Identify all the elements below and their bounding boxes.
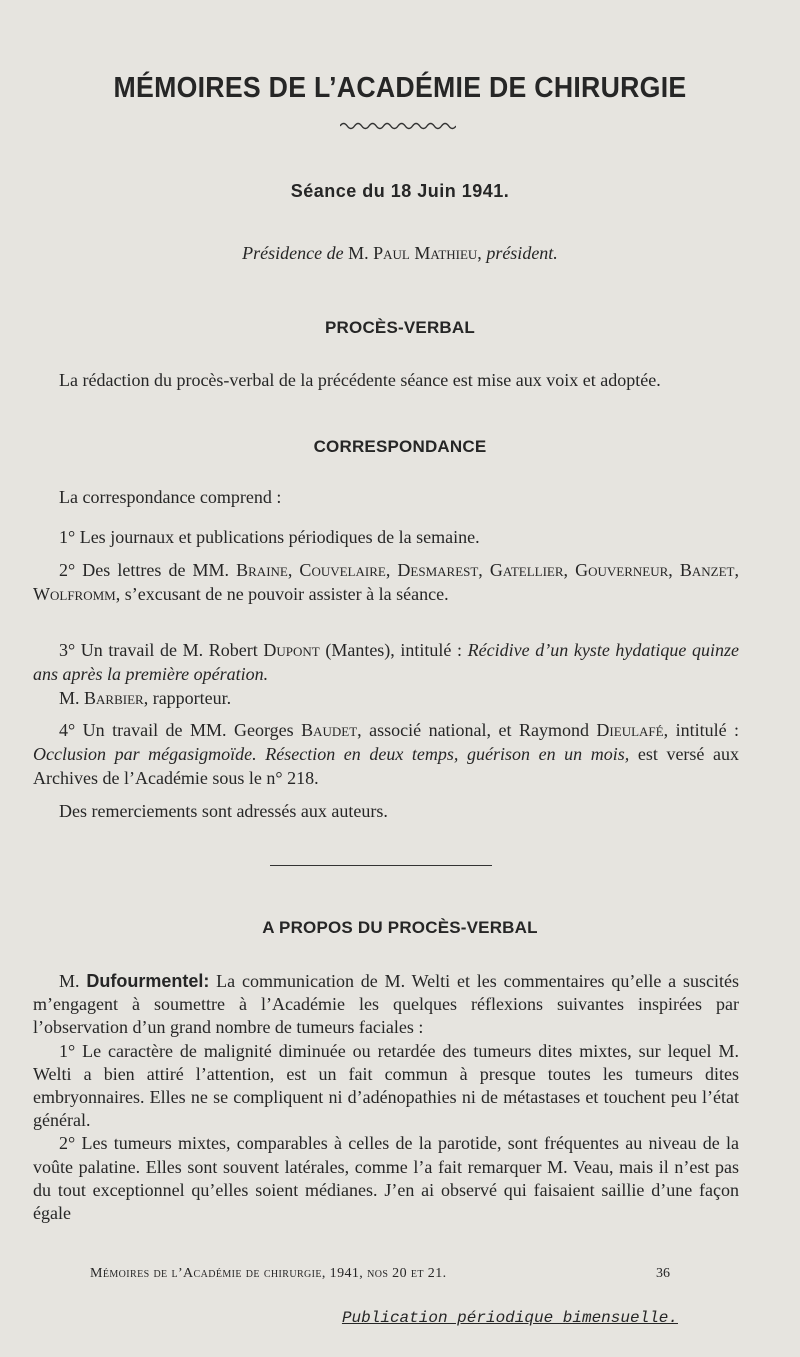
rapporteur-role: rapporteur. (152, 688, 232, 708)
item-3-author: Dupont (263, 640, 320, 660)
correspondance-intro: La correspondance comprend : (59, 487, 282, 507)
presidency-m: M. (348, 243, 369, 263)
correspondance-item-4 (33, 718, 739, 790)
speaker-name: Dufourmentel: (86, 971, 210, 991)
rapporteur-m: M. (59, 688, 80, 708)
president-role: président. (486, 243, 558, 263)
section-divider-rule (270, 865, 492, 866)
journal-title: MÉMOIRES DE L’ACADÉMIE DE CHIRURGIE (113, 72, 687, 104)
paragraph-1-text: La communication de M. Welti et les commentaires qu’elle a suscités m’engagent à soumettre à l’Académie les quelques réflexions suivantes inspirées par l’observation d’un grand nombre de tumeurs faciales : (33, 971, 739, 1038)
item-4-intro: 4° Un travail de MM. Georges (59, 720, 294, 740)
a-propos-body (33, 970, 739, 1225)
section-heading-correspondance: CORRESPONDANCE (313, 437, 487, 456)
correspondance-item-2 (33, 558, 739, 606)
publication-frequency: Publication périodique bimensuelle. (341, 1309, 678, 1327)
item-4-title: Occlusion par mégasigmoïde. Résection en deux temps, guérison en un mois, (33, 744, 630, 764)
presidency-line (0, 243, 800, 264)
item-4-intitule: intitulé : (675, 720, 740, 740)
item-4-middle: associé national, et Raymond (369, 720, 589, 740)
speaker-m: M. (59, 971, 87, 991)
a-propos-paragraph-2: 1° Le caractère de malignité diminuée ou retardée des tumeurs dites mixtes, sur lequel M. Welti a bien attiré l’attention, est un fait commun à presque toutes les tumeurs dites embryonnaires. Elles ne se compliquent ni d’adénopathies ni de métastases et touchent peu l’état général. (33, 1040, 739, 1131)
page-footer (90, 1266, 670, 1282)
ornamental-wave-divider (340, 121, 456, 131)
item-4-author-1: Baudet, (301, 720, 362, 740)
item-2-rest: s’excusant de ne pouvoir assister à la séance. (124, 584, 449, 604)
item-2-names: Braine, Couvelaire, Desmarest, Gatellier, Gouverneur, Banzet, Wolfromm, (33, 560, 739, 604)
a-propos-paragraph-1 (33, 970, 739, 1040)
section-heading-proces-verbal: PROCÈS-VERBAL (325, 318, 475, 337)
item-4-author-2: Dieulafé, (596, 720, 669, 740)
correspondance-thanks: Des remerciements sont adressés aux auteurs. (59, 801, 388, 821)
item-3-place: (Mantes), intitulé : (325, 640, 463, 660)
item-3-intro: 3° Un travail de M. Robert (59, 640, 258, 660)
item-3-title: Récidive d’un kyste hydatique quinze ans après la première opération. (33, 640, 740, 684)
presidency-prefix: Présidence de (242, 243, 344, 263)
section-heading-a-propos: A PROPOS DU PROCÈS-VERBAL (262, 918, 538, 937)
president-name: Paul Mathieu, (373, 243, 482, 263)
correspondance-item-1: 1° Les journaux et publications périodiques de la semaine. (59, 527, 480, 547)
footer-journal-citation: Mémoires de l’Académie de chirurgie, 1941, nos 20 et 21. (90, 1266, 447, 1281)
a-propos-paragraph-3: 2° Les tumeurs mixtes, comparables à celles de la parotide, sont fréquentes au niveau de la voûte palatine. Elles sont souvent latérales, comme l’a fait remarquer M. Veau, mais il n’est pas du tout exceptionnel qu’elles soient médianes. J’en ai observé qui faisaient saillie d’une façon égale (33, 1133, 739, 1224)
rapporteur-name: Barbier, (84, 688, 149, 708)
session-date: Séance du 18 Juin 1941. (290, 181, 510, 201)
correspondance-item-3 (33, 638, 739, 686)
page-number: 36 (656, 1266, 670, 1281)
item-3-rapporteur-line (33, 686, 739, 710)
item-2-intro: 2° Des lettres de MM. (59, 560, 230, 580)
proces-verbal-text: La rédaction du procès-verbal de la précédente séance est mise aux voix et adoptée. (59, 370, 661, 390)
item-4-rest: est versé aux Archives de l’Académie sous le n° 218. (33, 744, 739, 788)
